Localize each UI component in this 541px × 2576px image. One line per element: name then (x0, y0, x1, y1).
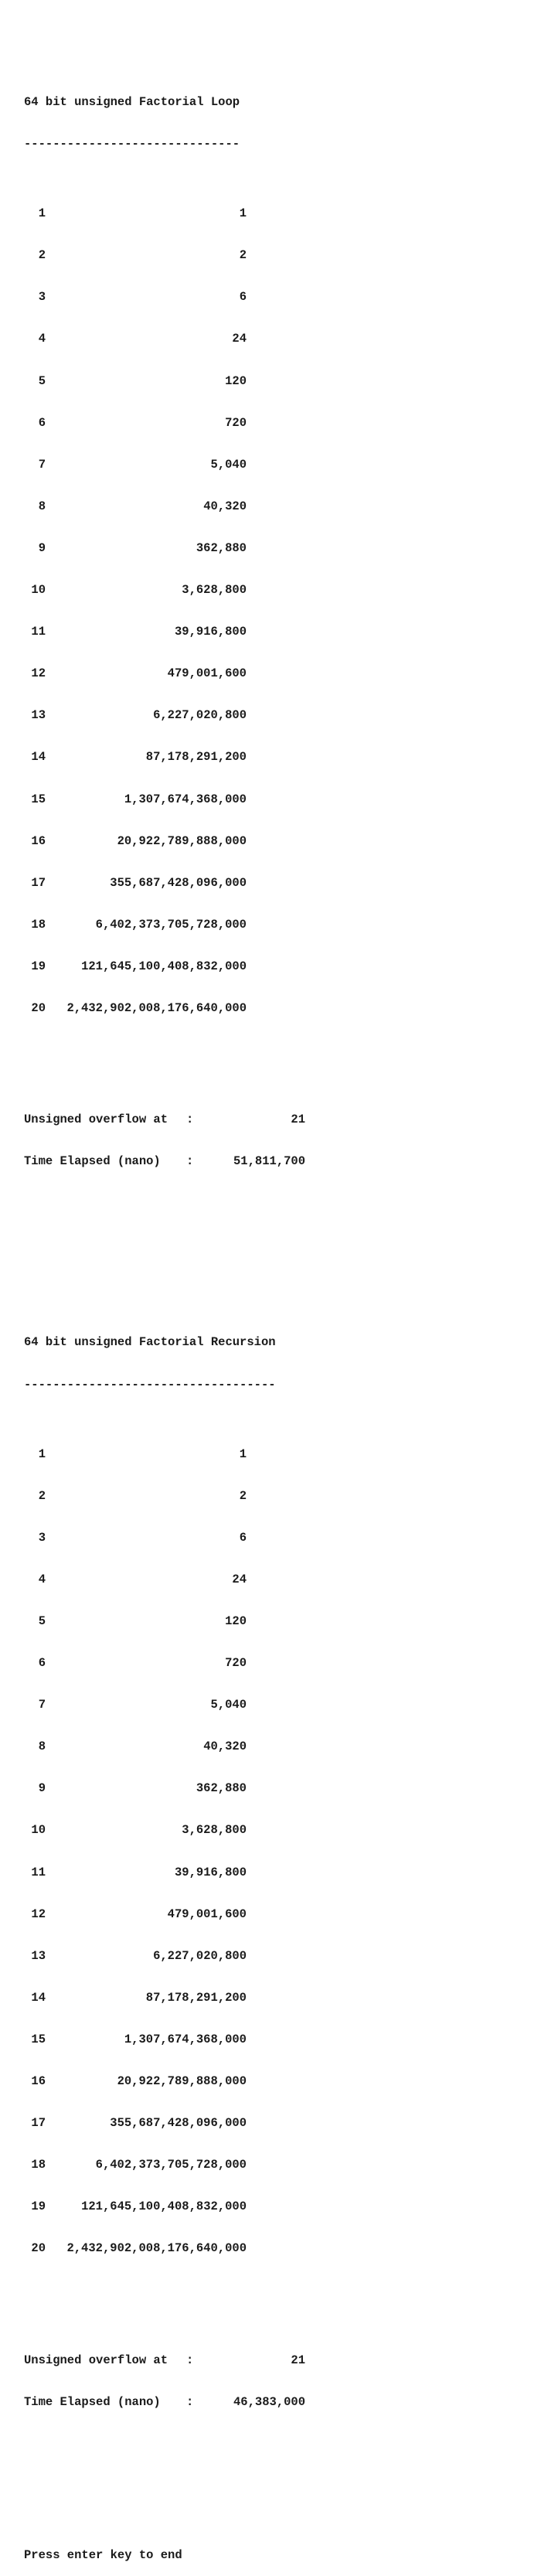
loop-divider: ------------------------------ (24, 137, 240, 152)
row-index: 17 (31, 875, 46, 890)
row-value: 3,628,800 (182, 1823, 247, 1838)
table-row (24, 458, 305, 472)
row-index: 9 (38, 540, 46, 555)
row-index: 16 (31, 2074, 46, 2089)
row-value: 40,320 (203, 1739, 247, 1754)
table-row (24, 1531, 305, 1545)
row-index: 9 (38, 1781, 46, 1796)
row-value: 120 (225, 1614, 247, 1628)
row-index: 5 (38, 373, 46, 388)
overflow-separator: : (186, 1113, 194, 1127)
row-value: 6,227,020,800 (153, 708, 247, 723)
row-value: 2 (239, 248, 247, 263)
table-row (24, 1001, 305, 1015)
overflow-label: Unsigned overflow at (24, 1113, 168, 1127)
row-index: 4 (38, 332, 46, 346)
row-index: 2 (38, 1488, 46, 1503)
table-row (24, 499, 305, 513)
table-row (24, 2074, 305, 2088)
row-index: 17 (31, 2116, 46, 2131)
time-value: 51,811,700 (233, 1154, 305, 1169)
row-index: 2 (38, 248, 46, 263)
table-row (24, 1656, 305, 1670)
time-label: Time Elapsed (nano) (24, 2394, 161, 2409)
table-row (24, 750, 305, 764)
row-index: 5 (38, 1614, 46, 1628)
row-value: 3,628,800 (182, 583, 247, 598)
row-index: 10 (31, 583, 46, 598)
spacer (24, 1071, 305, 1085)
row-value: 6,227,020,800 (153, 1948, 247, 1963)
loop-table (24, 179, 305, 1043)
row-value: 362,880 (196, 540, 247, 555)
spacer (24, 1238, 305, 1252)
table-row (24, 2033, 305, 2046)
row-index: 8 (38, 1739, 46, 1754)
overflow-value: 21 (291, 1113, 305, 1127)
table-row (24, 1698, 305, 1712)
row-value: 1,307,674,368,000 (124, 792, 247, 806)
row-value: 5,040 (210, 457, 247, 472)
row-index: 15 (31, 2032, 46, 2046)
console-output (24, 12, 305, 2576)
overflow-value: 21 (291, 2353, 305, 2367)
row-value: 1 (239, 206, 247, 221)
table-row (24, 248, 305, 262)
table-row (24, 2241, 305, 2255)
recursion-time-line (24, 2395, 305, 2409)
recursion-title: 64 bit unsigned Factorial Recursion (24, 1335, 276, 1350)
row-index: 3 (38, 1530, 46, 1545)
table-row (24, 792, 305, 806)
spacer (24, 2479, 305, 2506)
row-index: 16 (31, 833, 46, 848)
table-row (24, 374, 305, 388)
loop-section (24, 67, 305, 1196)
time-value: 46,383,000 (233, 2394, 305, 2409)
row-value: 24 (232, 1572, 247, 1586)
row-value: 121,645,100,408,832,000 (81, 2199, 247, 2214)
row-index: 6 (38, 415, 46, 430)
table-row (24, 1447, 305, 1461)
row-index: 13 (31, 708, 46, 723)
row-index: 7 (38, 1698, 46, 1712)
row-index: 11 (31, 1865, 46, 1879)
row-index: 12 (31, 666, 46, 681)
row-value: 355,687,428,096,000 (110, 2116, 247, 2131)
row-value: 6 (239, 290, 247, 305)
row-value: 6,402,373,705,728,000 (95, 917, 247, 932)
row-value: 355,687,428,096,000 (110, 875, 247, 890)
row-index: 18 (31, 917, 46, 932)
row-value: 6 (239, 1530, 247, 1545)
row-value: 479,001,600 (167, 1906, 247, 1921)
row-index: 3 (38, 290, 46, 305)
table-row (24, 1489, 305, 1503)
row-index: 12 (31, 1906, 46, 1921)
table-row (24, 918, 305, 932)
row-value: 2 (239, 1488, 247, 1503)
row-index: 13 (31, 1948, 46, 1963)
row-index: 8 (38, 499, 46, 513)
table-row (24, 416, 305, 430)
row-value: 39,916,800 (174, 1865, 247, 1879)
row-value: 1 (239, 1446, 247, 1461)
table-row (24, 290, 305, 304)
time-separator: : (186, 1154, 194, 1169)
row-value: 20,922,789,888,000 (117, 833, 247, 848)
table-row (24, 332, 305, 346)
table-row (24, 876, 305, 890)
row-index: 14 (31, 1990, 46, 2005)
table-row (24, 1781, 305, 1795)
table-row (24, 959, 305, 973)
recursion-table (24, 1419, 305, 2284)
row-value: 5,040 (210, 1698, 247, 1712)
row-value: 1,307,674,368,000 (124, 2032, 247, 2046)
loop-time-line (24, 1154, 305, 1168)
table-row (24, 2199, 305, 2213)
table-row (24, 1907, 305, 1921)
row-value: 39,916,800 (174, 625, 247, 639)
row-value: 20,922,789,888,000 (117, 2074, 247, 2089)
table-row (24, 666, 305, 680)
table-row (24, 206, 305, 220)
time-separator: : (186, 2394, 194, 2409)
table-row (24, 541, 305, 555)
row-value: 121,645,100,408,832,000 (81, 959, 247, 973)
row-index: 15 (31, 792, 46, 806)
row-index: 14 (31, 750, 46, 765)
row-index: 1 (38, 206, 46, 221)
row-index: 20 (31, 1000, 46, 1015)
table-row (24, 1866, 305, 1879)
row-value: 362,880 (196, 1781, 247, 1796)
row-index: 19 (31, 959, 46, 973)
table-row (24, 1991, 305, 2005)
table-row (24, 625, 305, 639)
row-value: 720 (225, 1656, 247, 1671)
table-row (24, 1573, 305, 1586)
row-index: 7 (38, 457, 46, 472)
row-index: 11 (31, 625, 46, 639)
table-row (24, 583, 305, 597)
row-value: 87,178,291,200 (145, 1990, 247, 2005)
table-row (24, 1739, 305, 1753)
row-value: 720 (225, 415, 247, 430)
time-label: Time Elapsed (nano) (24, 1154, 161, 1169)
row-value: 120 (225, 373, 247, 388)
row-index: 6 (38, 1656, 46, 1671)
table-row (24, 1949, 305, 1963)
row-value: 87,178,291,200 (145, 750, 247, 765)
table-row (24, 1614, 305, 1628)
loop-title: 64 bit unsigned Factorial Loop (24, 95, 240, 109)
row-value: 479,001,600 (167, 666, 247, 681)
row-index: 4 (38, 1572, 46, 1586)
row-index: 18 (31, 2158, 46, 2172)
loop-overflow-line (24, 1113, 305, 1126)
table-row (24, 708, 305, 722)
row-value: 2,432,902,008,176,640,000 (66, 2241, 247, 2256)
row-index: 1 (38, 1446, 46, 1461)
row-index: 20 (31, 2241, 46, 2256)
table-row (24, 1823, 305, 1837)
end-prompt: Press enter key to end (24, 2547, 182, 2562)
row-index: 10 (31, 1823, 46, 1838)
row-value: 6,402,373,705,728,000 (95, 2158, 247, 2172)
row-value: 24 (232, 332, 247, 346)
overflow-label: Unsigned overflow at (24, 2353, 168, 2367)
recursion-divider: ----------------------------------- (24, 1377, 276, 1392)
table-row (24, 834, 305, 848)
row-index: 19 (31, 2199, 46, 2214)
table-row (24, 2158, 305, 2172)
row-value: 2,432,902,008,176,640,000 (66, 1000, 247, 1015)
row-value: 40,320 (203, 499, 247, 513)
recursion-section (24, 1307, 305, 2436)
table-row (24, 2116, 305, 2130)
recursion-overflow-line (24, 2353, 305, 2367)
spacer (24, 2312, 305, 2326)
overflow-separator: : (186, 2353, 194, 2367)
